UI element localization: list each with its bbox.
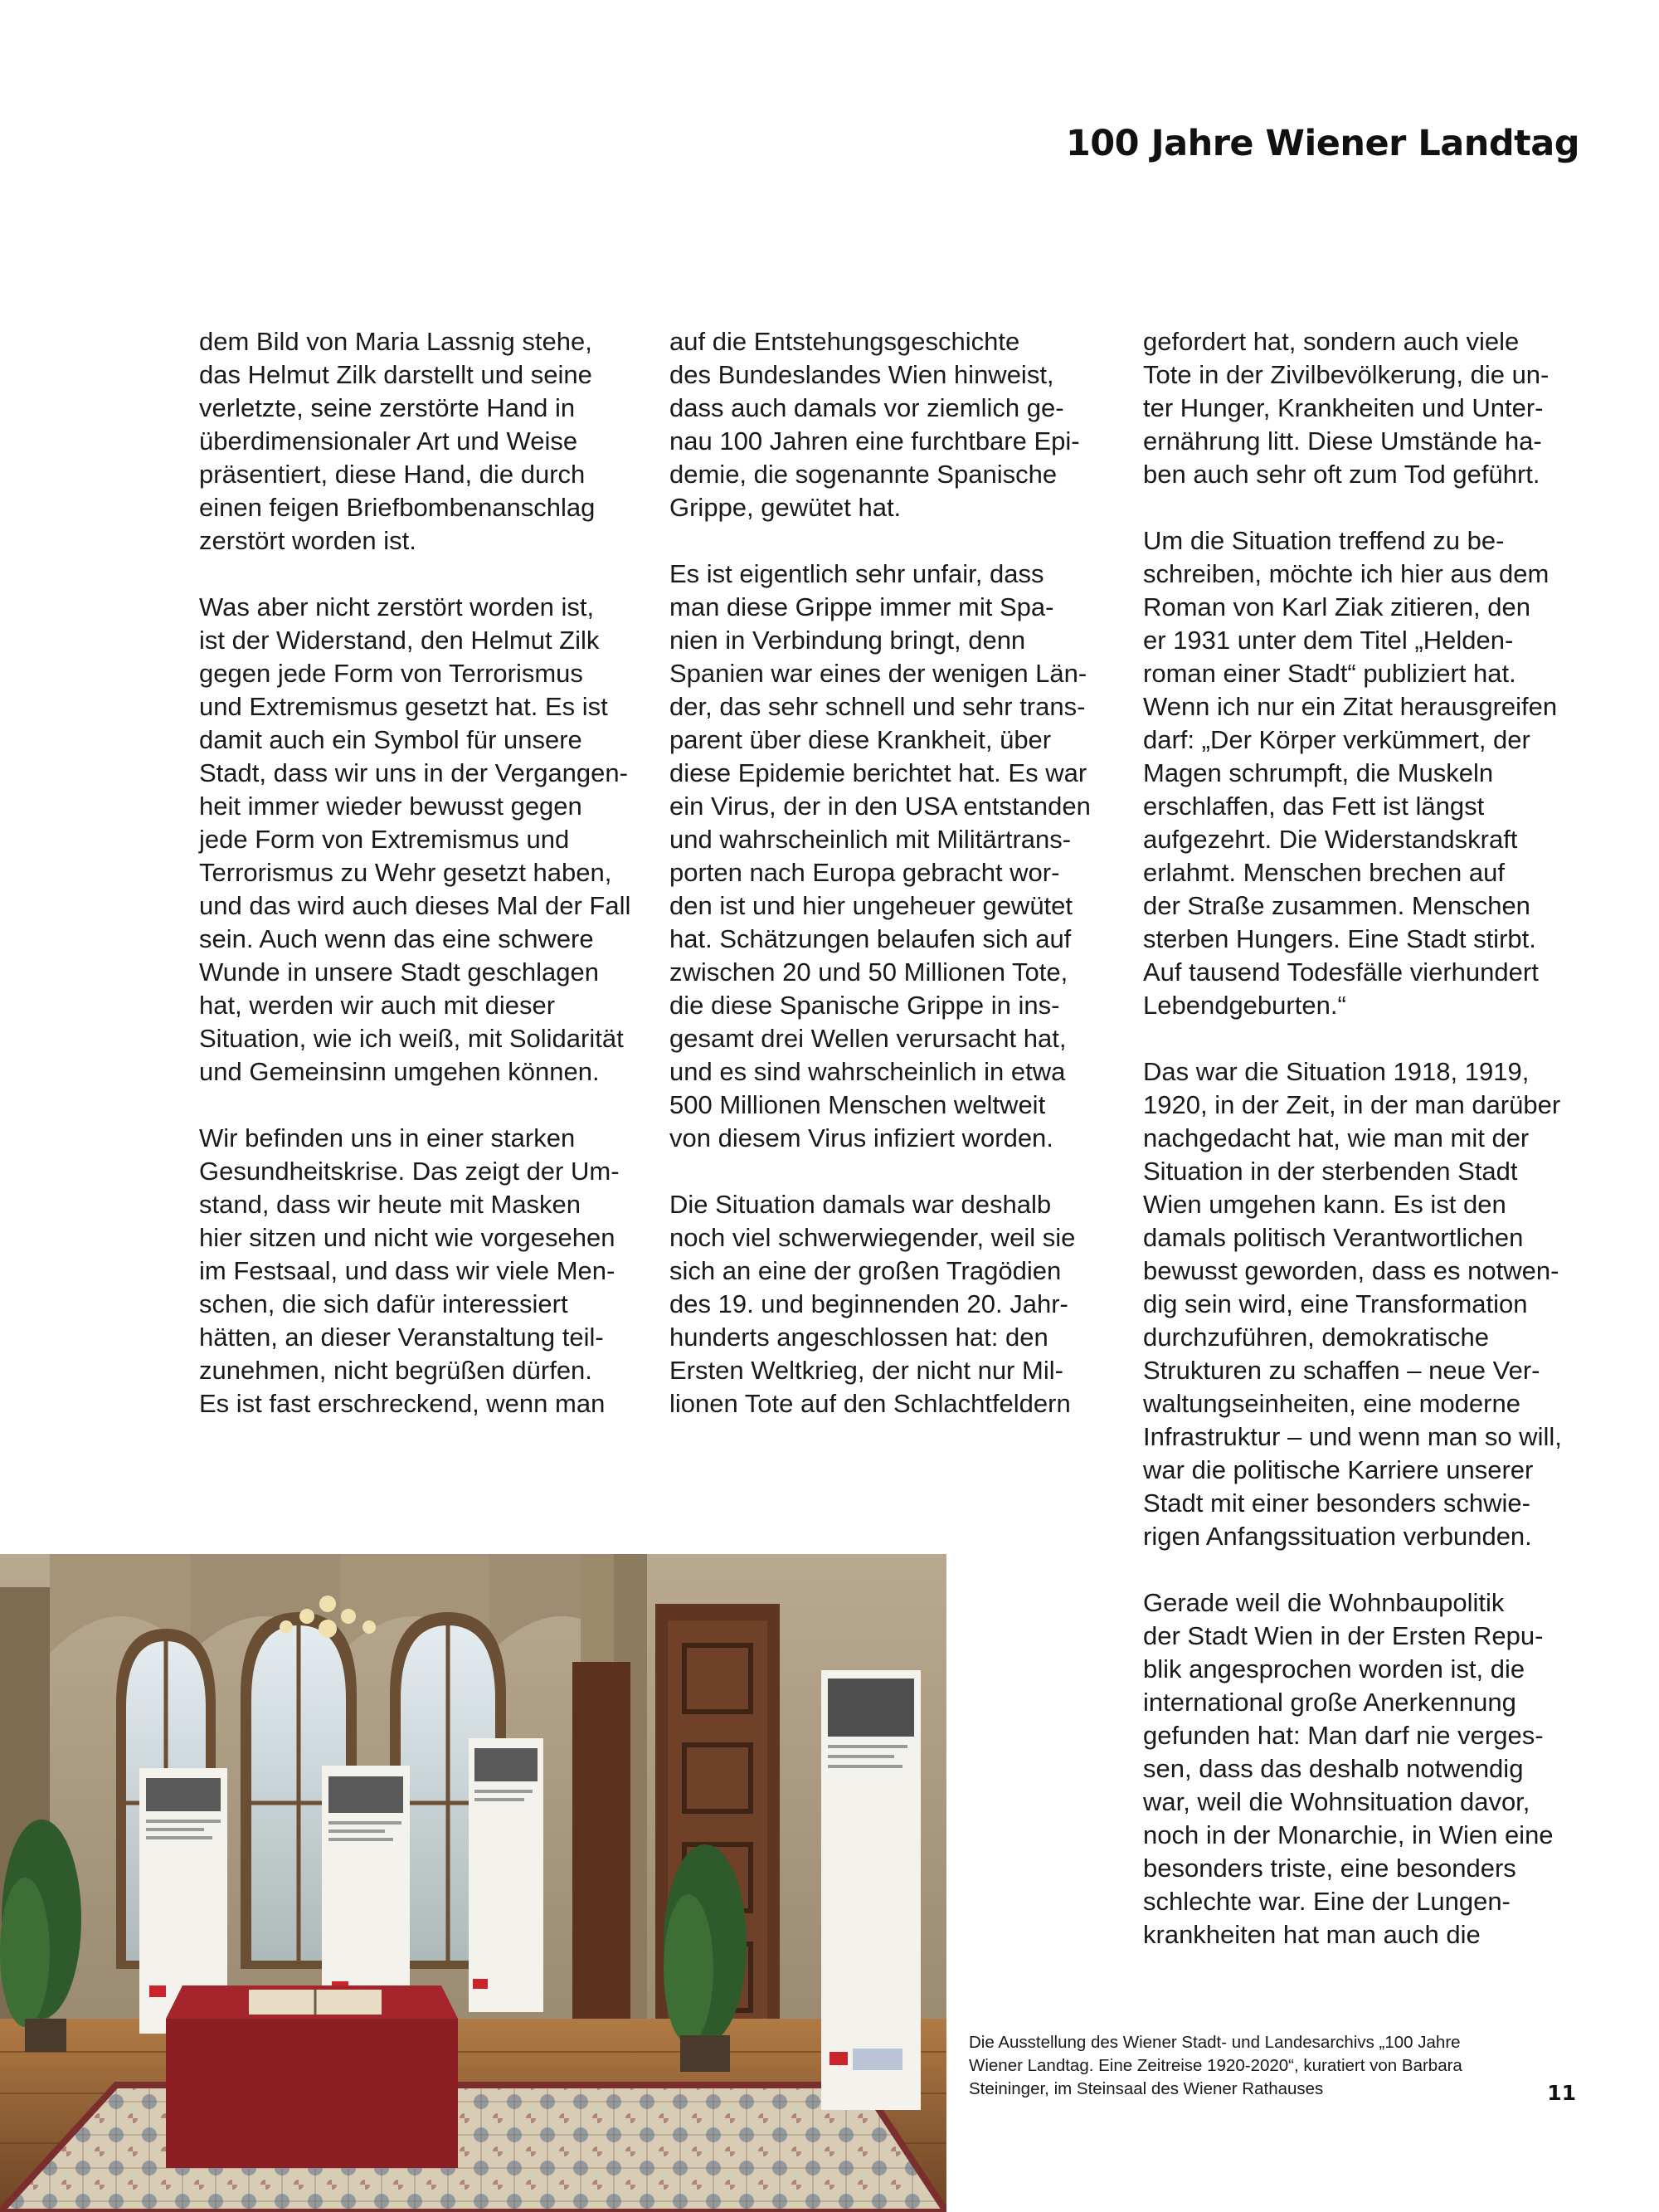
page-number: 11 <box>1547 2081 1576 2105</box>
page-header-title: 100 Jahre Wiener Landtag <box>1065 123 1579 164</box>
paragraph: Gerade weil die Wohnbaupolitik der Stadt Wien in der Ersten Repu- blik angesprochen worden ist, die international große Anerkennung gefunden hat: Man darf nie verges- sen, dass das deshalb notwendig war, weil die Wohnsituation davor, noch in der Monarchie, in Wien eine besonders triste, eine besonders schlechte war. Eine der Lungen- krankheiten hat man auch die <box>1143 1588 1554 1949</box>
paragraph: dem Bild von Maria Lassnig stehe, das Helmut Zilk darstellt und seine verletzte, seine zerstörte Hand in überdimensionaler Art und Weise präsentiert, diese Hand, die durch einen feigen Briefbombenanschlag zerstört worden ist. <box>199 327 596 555</box>
text-column-2 <box>669 325 1117 1454</box>
paragraph: Es ist eigentlich sehr unfair, dass man diese Grippe immer mit Spa- nien in Verbindung bringt, denn Spanien war eines der wenigen Län- der, das sehr schnell und sehr trans- parent über diese Krankheit, über diese Epidemie berichtet hat. Es war ein Virus, der in den USA entstanden und wahrscheinlich mit Militärtrans- porten nach Europa gebracht wor- den ist und hier ungeheuer gewütet hat. Schätzungen belaufen sich auf zwischen 20 und 50 Millionen Tote, die diese Spanische Grippe in ins- gesamt drei Wellen verursacht hat, und es sind wahrscheinlich in etwa 500 Millionen Menschen weltweit von diesem Virus infiziert worden. <box>669 559 1091 1152</box>
paragraph: Was aber nicht zerstört worden ist, ist der Widerstand, den Helmut Zilk gegen jede Form von Terrorismus und Extremismus gesetzt hat. Es ist damit auch ein Symbol für unsere Stadt, dass wir uns in der Vergangen- heit immer wieder bewusst gegen jede Form von Extremismus und Terrorismus zu Wehr gesetzt haben, und das wird auch dieses Mal der Fall sein. Auch wenn das eine schwere Wunde in unsere Stadt geschlagen hat, werden wir auch mit dieser Situation, wie ich weiß, mit Solidarität und Gemeinsinn umgehen können. <box>199 592 631 1086</box>
paragraph: Das war die Situation 1918, 1919, 1920, in der Zeit, in der man darüber nachgedacht hat, wie man mit der Situation in der sterbenden Stadt Wien umgehen kann. Es ist den damals politisch Verantwortlichen bewusst geworden, dass es notwen- dig sein wird, eine Transformation durchzuführen, demokratische Strukturen zu schaffen – neue Ver- waltungseinheiten, eine moderne Infrastruktur – und wenn man so will, war die politische Karriere unserer Stadt mit einer besonders schwie- rigen Anfangssituation verbunden. <box>1143 1057 1562 1551</box>
exhibition-photo-illustration <box>0 1554 946 2212</box>
paragraph: auf die Entstehungsgeschichte des Bundeslandes Wien hinweist, dass auch damals vor ziemlich ge- nau 100 Jahren eine furchtbare Epi- demie, die sogenannte Spanische Grippe, gewütet hat. <box>669 327 1080 522</box>
paragraph: Um die Situation treffend zu be- schreiben, möchte ich hier aus dem Roman von Karl Ziak zitieren, den er 1931 unter dem Titel „Helden- roman einer Stadt“ publiziert hat. Wenn ich nur ein Zitat herausgreifen darf: „Der Körper verkümmert, der Magen schrumpft, die Muskeln erschlaffen, das Fett ist längst aufgezehrt. Die Widerstandskraft erlahmt. Menschen brechen auf der Straße zusammen. Menschen sterben Hungers. Eine Stadt stirbt. Auf tausend Todesfälle vierhundert Lebendgeburten.“ <box>1143 526 1558 1020</box>
photo-caption: Die Ausstellung des Wiener Stadt- und Landesarchivs „100 Jahre Wiener Landtag. Eine Zeitreise 1920-2020“, kuratiert von Barbara Steininger, im Steinsaal des Wiener Rathauses <box>969 2033 1462 2098</box>
paragraph: gefordert hat, sondern auch viele Tote in der Zivilbevölkerung, die un- ter Hunger, Krankheiten und Unter- ernährung litt. Diese Umstände ha- ben auch sehr oft zum Tod geführt. <box>1143 327 1550 489</box>
exhibition-photo <box>0 1554 946 2212</box>
text-column-3 <box>1143 325 1591 1985</box>
paragraph: Die Situation damals war deshalb noch viel schwerwiegender, weil sie sich an eine der großen Tragödien des 19. und beginnenden 20. Jahr- hunderts angeschlossen hat: den Ersten Weltkrieg, der nicht nur Mil- lionen Tote auf den Schlachtfeldern <box>669 1190 1076 1418</box>
paragraph: Wir befinden uns in einer starken Gesundheitskrise. Das zeigt der Um- stand, dass wir heute mit Masken hier sitzen und nicht wie vorgesehen im Festsaal, und dass wir viele Men- schen, die sich dafür interessiert hätten, an dieser Veranstaltung teil- zunehmen, nicht begrüßen dürfen. Es ist fast erschreckend, wenn man <box>199 1123 620 1418</box>
text-column-1 <box>199 325 647 1454</box>
